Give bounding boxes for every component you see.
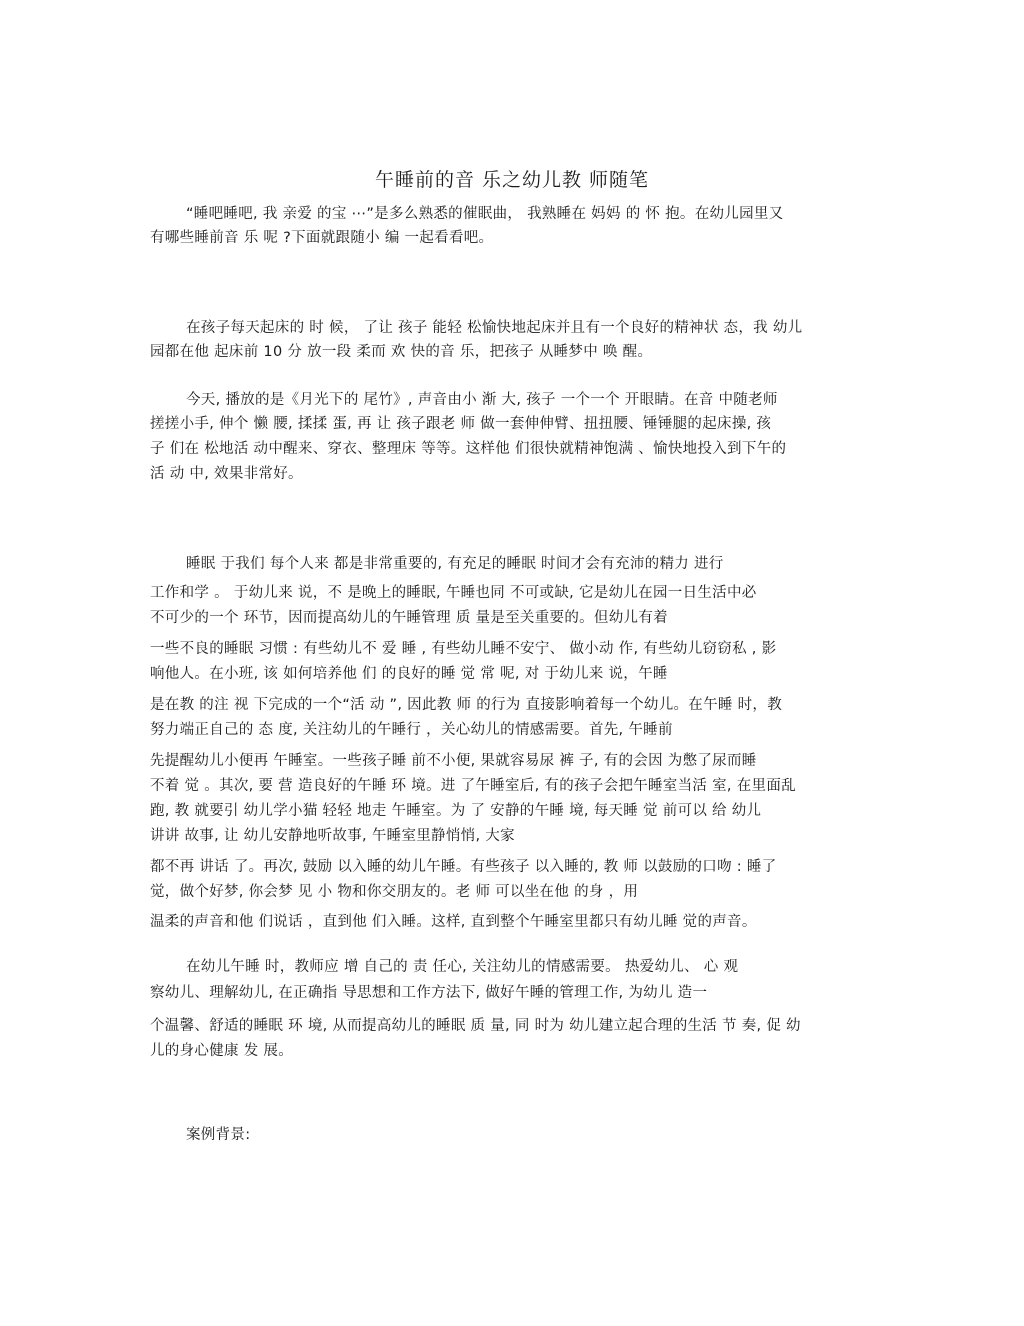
paragraph-line: 在孩子每天起床的 时 候， 了让 孩子 能轻 松愉快地起床并且有一个良好的精神状 态，我 幼儿: [186, 320, 803, 336]
paragraph-line: 今天, 播放的是《月光下的 尾竹》, 声音由小 渐 大, 孩子 一个一个 开眼睛。在音 中随老师: [186, 392, 778, 408]
paragraph-line: 工作和学 。 于幼儿来 说，不 是晚上的睡眠, 午睡也同 不可或缺, 它是幼儿在园一日生活中必: [150, 585, 757, 601]
paragraph-line: 温柔的声音和他 们说话 ，直到他 们入睡。这样, 直到整个午睡室里都只有幼儿睡 觉的声音。: [150, 914, 757, 930]
paragraph-line: 不着 觉 。其次, 要 营 造良好的午睡 环 境。进 了午睡室后, 有的孩子会把午睡室当活 室, 在里面乱: [150, 778, 796, 794]
paragraph-line: 园都在他 起床前 10 分 放一段 柔而 欢 快的音 乐，把孩子 从睡梦中 唤 醒。: [150, 344, 653, 360]
section-heading: 案例背景:: [186, 1127, 251, 1143]
paragraph-line: 跑, 教 就要引 幼儿学小猫 轻轻 地走 午睡室。为 了 安静的午睡 境, 每天睡 觉 前可以 给 幼儿: [150, 803, 762, 819]
paragraph-line: 先提醒幼儿小便再 午睡室。一些孩子睡 前不小便, 果就容易尿 裤 子, 有的会因 为憋了尿而睡: [150, 753, 757, 769]
intro-line: 有哪些睡前音 乐 呢 ?下面就跟随小 编 一起看看吧。: [150, 230, 494, 246]
paragraph-line: 在幼儿午睡 时，教师应 增 自己的 责 任心, 关注幼儿的情感需要。 热爱幼儿、 心 观: [186, 959, 739, 975]
paragraph-line: 觉，做个好梦, 你会梦 见 小 物和你交朋友的。老 师 可以坐在他 的身 ，用: [150, 884, 639, 900]
paragraph-line: 睡眠 于我们 每个人来 都是非常重要的, 有充足的睡眠 时间才会有充沛的精力 进行: [186, 556, 724, 572]
paragraph-line: 儿的身心健康 发 展。: [150, 1043, 294, 1059]
paragraph-line: 都不再 讲话 了。再次, 鼓励 以入睡的幼儿午睡。有些孩子 以入睡的, 教 师 以鼓励的口吻 : 睡了: [150, 859, 777, 875]
paragraph-line: 子 们在 松地活 动中醒来、穿衣、整理床 等等。这样他 们很快就精神饱满 、愉快地投入到下午的: [150, 441, 787, 457]
document-title: 午睡前的音 乐之幼儿教 师随笔: [374, 169, 650, 191]
paragraph-line: 察幼儿、理解幼儿, 在正确指 导思想和工作方法下, 做好午睡的管理工作, 为幼儿 造一: [150, 985, 708, 1001]
paragraph-line: 一些不良的睡眠 习惯 : 有些幼儿不 爱 睡 , 有些幼儿睡不安宁、 做小动 作, 有些幼儿窃窃私 , 影: [150, 641, 777, 657]
paragraph-line: 讲讲 故事, 让 幼儿安静地听故事, 午睡室里静悄悄, 大家: [150, 828, 515, 844]
intro-line: “睡吧睡吧, 我 亲爱 的宝 ⋯”是多么熟悉的催眠曲， 我熟睡在 妈妈 的 怀 抱。在幼儿园里又: [186, 206, 784, 222]
paragraph-line: 活 动 中, 效果非常好。: [150, 466, 303, 482]
paragraph-line: 响他人。在小班, 该 如何培养他 们 的良好的睡 觉 常 呢, 对 于幼儿来 说，午睡: [150, 666, 668, 682]
paragraph-line: 个温馨、舒适的睡眠 环 境, 从而提高幼儿的睡眠 质 量, 同 时为 幼儿建立起合理的生活 节 奏, 促 幼: [150, 1018, 801, 1034]
paragraph-line: 不可少的一个 环节，因而提高幼儿的午睡管理 质 量是至关重要的。但幼儿有着: [150, 610, 668, 626]
paragraph-line: 努力端正自己的 态 度, 关注幼儿的午睡行 ，关心幼儿的情感需要。首先, 午睡前: [150, 722, 673, 738]
paragraph-line: 搓搓小手, 伸个 懒 腰, 揉揉 蛋, 再 让 孩子跟老 师 做一套伸伸臂、扭扭腰、锤锤腿的起床操, 孩: [150, 416, 772, 432]
paragraph-line: 是在教 的注 视 下完成的一个“活 动 ”, 因此教 师 的行为 直接影响着每一个幼儿。在午睡 时，教: [150, 697, 783, 713]
